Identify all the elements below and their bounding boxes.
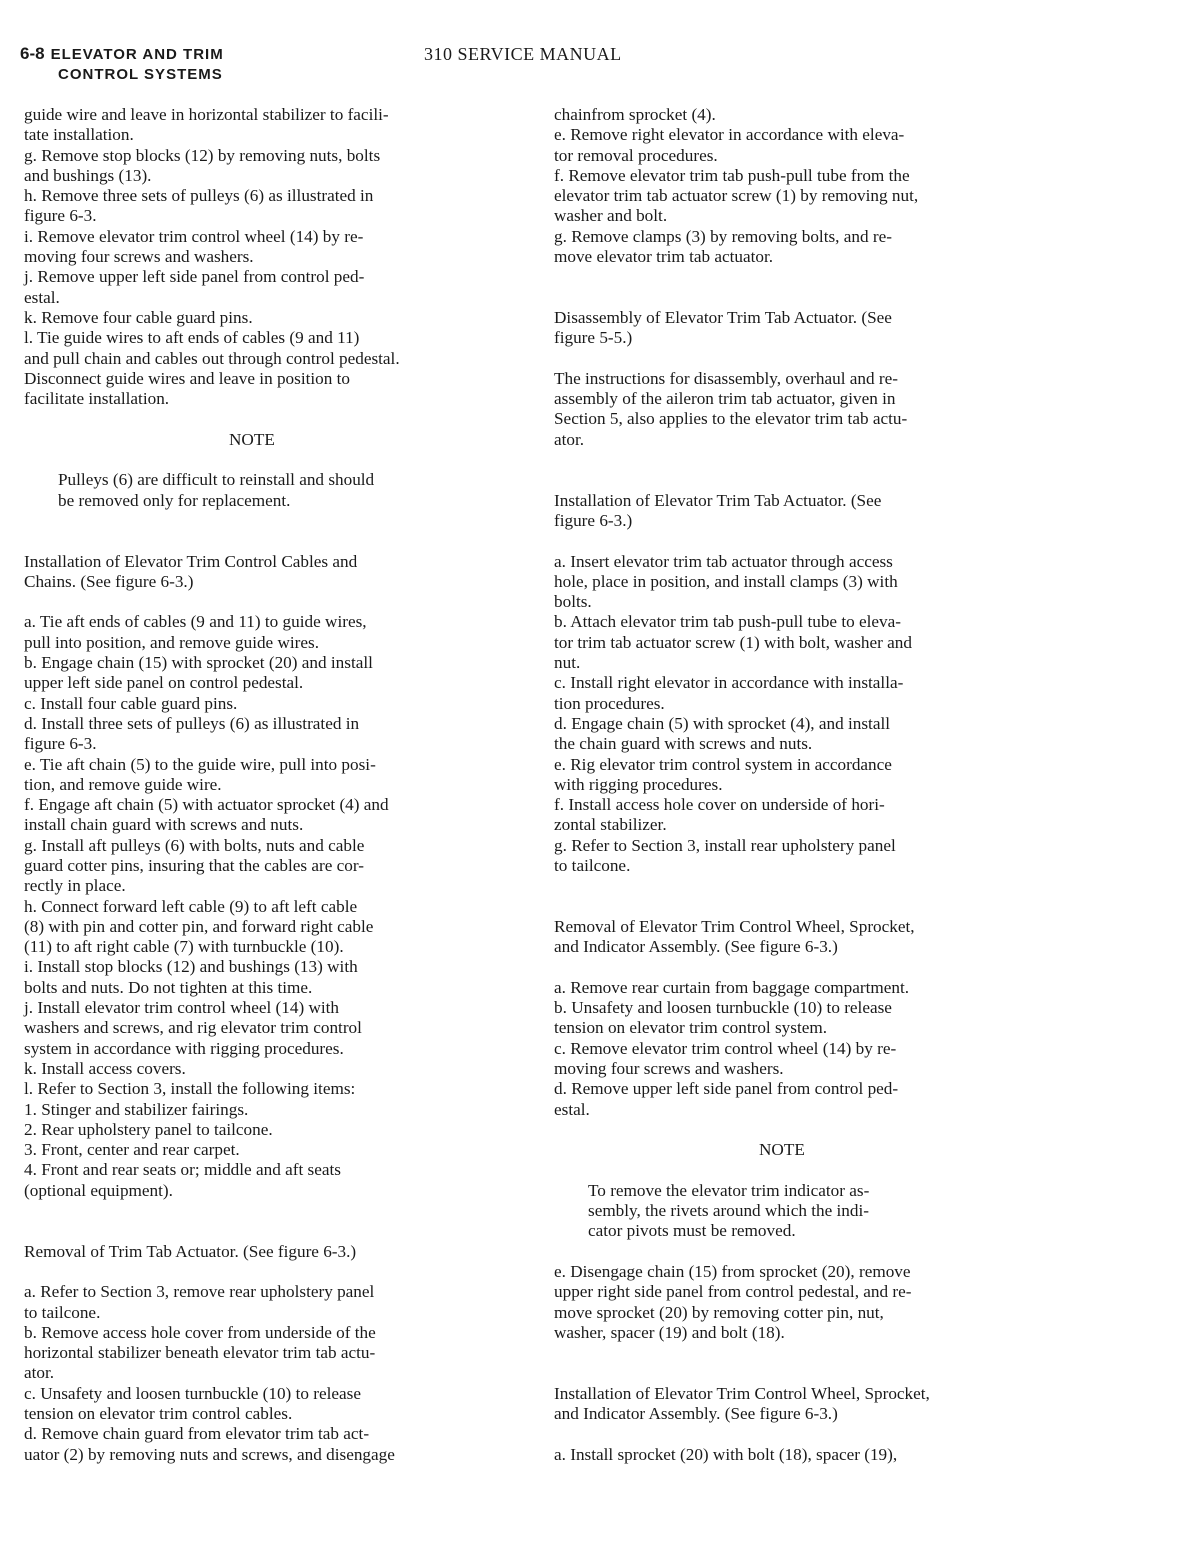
body-text-line: figure 6-3. bbox=[24, 734, 97, 754]
blank-line bbox=[554, 1120, 1049, 1140]
body-text-line: facilitate installation. bbox=[24, 389, 170, 409]
body-text-line: tate installation. bbox=[24, 125, 134, 145]
body-text-line: b. Unsafety and loosen turnbuckle (10) to release bbox=[554, 998, 892, 1018]
blank-line bbox=[554, 450, 1049, 470]
section-title-line2: CONTROL SYSTEMS bbox=[58, 66, 223, 83]
body-text-line: and bushings (13). bbox=[24, 165, 152, 185]
note-heading: NOTE bbox=[759, 1140, 805, 1160]
body-text-line: 1. Stinger and stabilizer fairings. bbox=[24, 1099, 249, 1119]
body-text-line: to tailcone. bbox=[554, 855, 631, 875]
body-text-line: j. Remove upper left side panel from control ped- bbox=[24, 267, 365, 287]
body-text-line: tor removal procedures. bbox=[554, 145, 718, 165]
body-text-line: tion procedures. bbox=[554, 693, 665, 713]
body-text-line: (11) to aft right cable (7) with turnbuckle (10). bbox=[24, 937, 344, 957]
body-text-line: horizontal stabilizer beneath elevator trim tab actu- bbox=[24, 1343, 376, 1363]
body-text-line: d. Remove chain guard from elevator trim tab act- bbox=[24, 1424, 370, 1444]
body-text-line: bolts and nuts. Do not tighten at this time. bbox=[24, 977, 313, 997]
blank-line bbox=[24, 409, 519, 429]
body-text-line: l. Tie guide wires to aft ends of cables (9 and 11) bbox=[24, 328, 360, 348]
blank-line bbox=[554, 957, 1049, 977]
body-text-line: 3. Front, center and rear carpet. bbox=[24, 1140, 240, 1160]
body-text-line: with rigging procedures. bbox=[554, 774, 723, 794]
body-text-line: k. Install access covers. bbox=[24, 1058, 186, 1078]
body-text-line: e. Tie aft chain (5) to the guide wire, pull into posi- bbox=[24, 754, 376, 774]
blank-line bbox=[24, 1221, 519, 1241]
blank-line bbox=[554, 876, 1049, 896]
section-heading: figure 6-3.) bbox=[554, 510, 633, 530]
blank-line bbox=[554, 288, 1049, 308]
section-heading: Chains. (See figure 6-3.) bbox=[24, 571, 194, 591]
body-text-line: The instructions for disassembly, overhaul and re- bbox=[554, 368, 898, 388]
body-text-line: d. Install three sets of pulleys (6) as illustrated in bbox=[24, 713, 360, 733]
note-text: be removed only for replacement. bbox=[58, 490, 291, 510]
body-text-line: f. Install access hole cover on underside of hori- bbox=[554, 795, 885, 815]
section-heading: Disassembly of Elevator Trim Tab Actuator. (See bbox=[554, 307, 892, 327]
blank-line bbox=[554, 1343, 1049, 1363]
body-text-line: upper right side panel from control pedestal, and re- bbox=[554, 1282, 912, 1302]
body-text-line: h. Connect forward left cable (9) to aft left cable bbox=[24, 896, 358, 916]
blank-line bbox=[24, 511, 519, 531]
body-text-line: tension on elevator trim control cables. bbox=[24, 1404, 293, 1423]
body-text-line: l. Refer to Section 3, install the following items: bbox=[24, 1079, 356, 1099]
section-header bbox=[20, 44, 224, 85]
note-text: Pulleys (6) are difficult to reinstall and should bbox=[58, 470, 375, 490]
body-text-line: c. Remove elevator trim control wheel (14) by re- bbox=[554, 1038, 897, 1058]
body-text-line: to tailcone. bbox=[24, 1302, 101, 1322]
body-text-line: f. Remove elevator trim tab push-pull tube from the bbox=[554, 165, 910, 185]
blank-line bbox=[24, 1262, 519, 1282]
body-text-line: g. Install aft pulleys (6) with bolts, nuts and cable bbox=[24, 835, 365, 855]
section-heading: Removal of Elevator Trim Control Wheel, Sprocket, bbox=[554, 916, 915, 936]
body-text-line: hole, place in position, and install clamps (3) with bbox=[554, 571, 898, 591]
body-text-line: elevator trim tab actuator screw (1) by removing nut, bbox=[554, 186, 919, 206]
body-text-line: guide wire and leave in horizontal stabilizer to facili- bbox=[24, 105, 389, 124]
blank-line bbox=[554, 349, 1049, 369]
body-text-line: washers and screws, and rig elevator trim control bbox=[24, 1018, 362, 1038]
page-number: 6-8 bbox=[20, 44, 45, 63]
body-text-line: estal. bbox=[554, 1099, 590, 1119]
note-text: cator pivots must be removed. bbox=[588, 1221, 796, 1241]
body-text-line: e. Rig elevator trim control system in accordance bbox=[554, 754, 892, 774]
body-text-line: washer and bolt. bbox=[554, 206, 668, 226]
body-text-line: 4. Front and rear seats or; middle and aft seats bbox=[24, 1160, 341, 1180]
body-text-line: figure 6-3. bbox=[24, 206, 97, 226]
body-text-line: chainfrom sprocket (4). bbox=[554, 105, 716, 124]
body-text-line: Disconnect guide wires and leave in position to bbox=[24, 368, 351, 388]
body-text-line: g. Remove clamps (3) by removing bolts, and re- bbox=[554, 226, 892, 246]
body-text-line: system in accordance with rigging procedures. bbox=[24, 1038, 344, 1058]
section-heading: Installation of Elevator Trim Control Cables and bbox=[24, 551, 358, 571]
note-heading: NOTE bbox=[229, 429, 275, 449]
body-text-line: b. Engage chain (15) with sprocket (20) and install bbox=[24, 653, 373, 673]
body-text-line: c. Install right elevator in accordance with installa- bbox=[554, 673, 904, 693]
section-title-line1: ELEVATOR AND TRIM bbox=[50, 46, 224, 63]
blank-line bbox=[554, 1242, 1049, 1262]
manual-title: 310 SERVICE MANUAL bbox=[424, 44, 622, 64]
body-text-line: guard cotter pins, insuring that the cables are cor- bbox=[24, 855, 364, 875]
blank-line bbox=[554, 470, 1049, 490]
body-text-line: a. Refer to Section 3, remove rear upholstery panel bbox=[24, 1282, 375, 1302]
body-text-line: (optional equipment). bbox=[24, 1180, 173, 1200]
right-column bbox=[554, 105, 1049, 1465]
body-text-line: estal. bbox=[24, 287, 60, 307]
section-heading: and Indicator Assembly. (See figure 6-3.) bbox=[554, 1404, 838, 1423]
body-text-line: uator (2) by removing nuts and screws, and disengage bbox=[24, 1444, 395, 1464]
blank-line bbox=[24, 450, 519, 470]
section-heading: and Indicator Assembly. (See figure 6-3.) bbox=[554, 937, 838, 957]
body-text-line: a. Remove rear curtain from baggage compartment. bbox=[554, 977, 910, 997]
body-text-line: the chain guard with screws and nuts. bbox=[554, 734, 813, 754]
body-text-line: bolts. bbox=[554, 592, 592, 612]
body-text-line: assembly of the aileron trim tab actuator, given in bbox=[554, 389, 896, 409]
body-text-line: tension on elevator trim control system. bbox=[554, 1018, 828, 1038]
note-text: sembly, the rivets around which the indi- bbox=[588, 1201, 869, 1221]
note-text: To remove the elevator trim indicator as- bbox=[588, 1180, 870, 1200]
blank-line bbox=[554, 267, 1049, 287]
body-text-line: tor trim tab actuator screw (1) with bolt, washer and bbox=[554, 632, 912, 652]
body-text-line: f. Engage aft chain (5) with actuator sprocket (4) and bbox=[24, 795, 389, 815]
body-text-line: rectly in place. bbox=[24, 876, 126, 896]
body-text-line: washer, spacer (19) and bolt (18). bbox=[554, 1322, 785, 1342]
body-text-line: h. Remove three sets of pulleys (6) as illustrated in bbox=[24, 186, 374, 206]
body-text-line: d. Engage chain (5) with sprocket (4), and install bbox=[554, 713, 891, 733]
blank-line bbox=[554, 531, 1049, 551]
blank-line bbox=[554, 1424, 1049, 1444]
body-text-line: Section 5, also applies to the elevator trim tab actu- bbox=[554, 409, 908, 429]
body-text-line: and pull chain and cables out through control pedestal. bbox=[24, 348, 400, 368]
body-text-line: g. Remove stop blocks (12) by removing nuts, bolts bbox=[24, 145, 381, 165]
body-text-line: e. Remove right elevator in accordance with eleva- bbox=[554, 125, 905, 145]
body-text-line: moving four screws and washers. bbox=[24, 247, 254, 267]
body-text-line: b. Remove access hole cover from underside of the bbox=[24, 1322, 376, 1342]
body-text-line: upper left side panel on control pedestal. bbox=[24, 673, 304, 693]
body-text-line: ator. bbox=[554, 429, 585, 449]
section-heading: Installation of Elevator Trim Tab Actuator. (See bbox=[554, 490, 882, 510]
body-text-line: 2. Rear upholstery panel to tailcone. bbox=[24, 1119, 273, 1139]
blank-line bbox=[24, 592, 519, 612]
blank-line bbox=[24, 1201, 519, 1221]
body-text-line: j. Install elevator trim control wheel (14) with bbox=[24, 998, 340, 1018]
body-text-line: tion, and remove guide wire. bbox=[24, 774, 222, 794]
body-text-line: zontal stabilizer. bbox=[554, 815, 667, 835]
body-text-line: k. Remove four cable guard pins. bbox=[24, 307, 253, 327]
blank-line bbox=[554, 1160, 1049, 1180]
body-text-line: e. Disengage chain (15) from sprocket (20), remove bbox=[554, 1261, 911, 1281]
body-text-line: nut. bbox=[554, 653, 581, 673]
body-text-line: b. Attach elevator trim tab push-pull tube to eleva- bbox=[554, 612, 901, 632]
body-text-line: a. Tie aft ends of cables (9 and 11) to guide wires, bbox=[24, 612, 367, 632]
body-text-line: moving four screws and washers. bbox=[554, 1058, 784, 1078]
blank-line bbox=[554, 1363, 1049, 1383]
left-column bbox=[24, 105, 519, 1465]
body-text-line: move elevator trim tab actuator. bbox=[554, 247, 774, 267]
body-text-line: install chain guard with screws and nuts. bbox=[24, 815, 304, 835]
section-heading: Installation of Elevator Trim Control Wheel, Sprocket, bbox=[554, 1383, 930, 1403]
section-heading: figure 5-5.) bbox=[554, 328, 633, 348]
body-text-line: d. Remove upper left side panel from control ped- bbox=[554, 1079, 899, 1099]
body-text-line: pull into position, and remove guide wires. bbox=[24, 632, 320, 652]
body-text-line: a. Insert elevator trim tab actuator through access bbox=[554, 551, 893, 571]
body-text-line: c. Unsafety and loosen turnbuckle (10) to release bbox=[24, 1383, 361, 1403]
body-text-line: g. Refer to Section 3, install rear upholstery panel bbox=[554, 835, 896, 855]
body-text-line: a. Install sprocket (20) with bolt (18), spacer (19), bbox=[554, 1444, 898, 1464]
blank-line bbox=[24, 531, 519, 551]
body-text-line: i. Install stop blocks (12) and bushings (13) with bbox=[24, 957, 358, 977]
body-text-line: (8) with pin and cotter pin, and forward right cable bbox=[24, 916, 374, 936]
body-text-line: ator. bbox=[24, 1363, 55, 1383]
body-text-line: c. Install four cable guard pins. bbox=[24, 693, 238, 713]
blank-line bbox=[554, 897, 1049, 917]
body-text-line: move sprocket (20) by removing cotter pin, nut, bbox=[554, 1302, 884, 1322]
body-text-line: i. Remove elevator trim control wheel (14) by re- bbox=[24, 226, 364, 246]
section-heading: Removal of Trim Tab Actuator. (See figure 6-3.) bbox=[24, 1241, 357, 1261]
